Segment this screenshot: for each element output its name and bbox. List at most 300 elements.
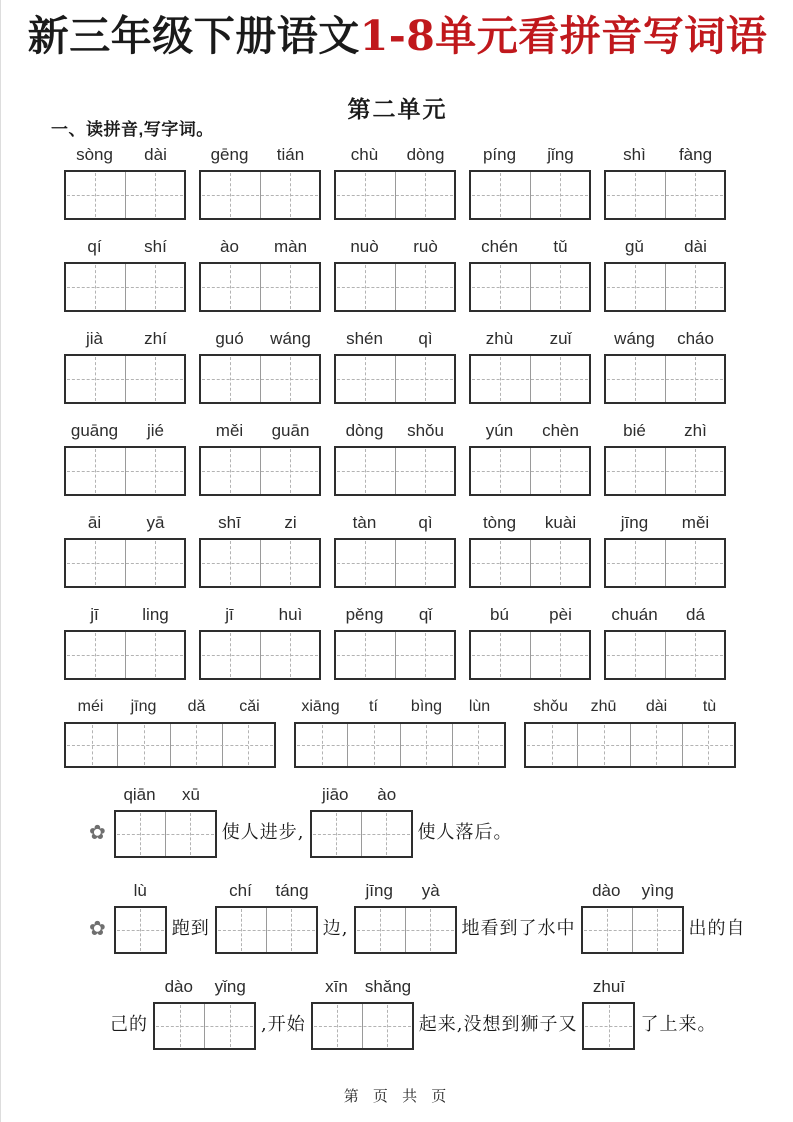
pinyin-label xyxy=(64,143,186,167)
writing-cell xyxy=(170,724,222,766)
word-group xyxy=(469,235,591,312)
pinyin-label xyxy=(469,419,591,443)
pinyin-syllable: shén xyxy=(346,329,383,349)
pinyin-syllable: qì xyxy=(418,513,433,533)
pinyin-syllable: jiāo xyxy=(322,785,349,805)
writing-cell xyxy=(395,356,455,402)
writing-cell xyxy=(665,172,725,218)
pinyin-label xyxy=(199,143,321,167)
word-row xyxy=(64,603,726,680)
writing-box xyxy=(64,262,186,312)
pinyin-syllable: zhū xyxy=(590,698,617,716)
section-title: 第二单元 xyxy=(347,96,448,124)
writing-box xyxy=(469,446,591,496)
pinyin-syllable: guān xyxy=(271,421,310,441)
writing-cell xyxy=(66,172,125,218)
pinyin-syllable: zhuī xyxy=(592,977,626,997)
pinyin-label xyxy=(199,235,321,259)
writing-cell xyxy=(665,632,725,678)
writing-cell xyxy=(682,724,734,766)
pinyin-label xyxy=(64,235,186,259)
writing-cell xyxy=(336,448,395,494)
writing-box xyxy=(215,906,318,954)
writing-box xyxy=(334,446,456,496)
pinyin-label xyxy=(469,235,591,259)
writing-box xyxy=(604,262,726,312)
pinyin-label xyxy=(64,327,186,351)
writing-box xyxy=(64,170,186,220)
pinyin-syllable: shǒu xyxy=(407,421,444,441)
writing-box xyxy=(604,446,726,496)
pinyin-syllable: pèi xyxy=(549,605,572,625)
writing-cell xyxy=(260,540,320,586)
writing-box xyxy=(64,722,276,768)
pinyin-label xyxy=(354,879,457,903)
pinyin-syllable: zi xyxy=(284,513,297,533)
writing-box xyxy=(354,906,457,954)
word-group xyxy=(199,603,321,680)
pinyin-syllable: cǎi xyxy=(239,698,260,716)
sentence-exercises xyxy=(1,783,793,1050)
pinyin-syllable: tù xyxy=(702,698,717,716)
pinyin-syllable: xiāng xyxy=(301,698,340,716)
pinyin-syllable: dá xyxy=(686,605,705,625)
page-title-black: 新三年级下册语文 xyxy=(27,12,360,60)
pinyin-label xyxy=(199,511,321,535)
word-group xyxy=(524,695,736,768)
word-group xyxy=(469,603,591,680)
pinyin-syllable: tàn xyxy=(352,513,377,533)
sentence-text: 地看到了水中 xyxy=(461,918,576,940)
writing-box xyxy=(199,538,321,588)
pinyin-syllable: měi xyxy=(215,421,244,441)
pinyin-syllable: dào xyxy=(164,977,193,997)
pinyin-syllable: pěng xyxy=(345,605,384,625)
writing-cell xyxy=(201,632,260,678)
word-group xyxy=(64,235,186,312)
pinyin-syllable: jià xyxy=(85,329,103,349)
word-group xyxy=(334,143,456,220)
writing-cell xyxy=(201,540,260,586)
sentence-line xyxy=(1,879,793,954)
writing-cell xyxy=(260,632,320,678)
word-group xyxy=(294,695,506,768)
writing-cell xyxy=(395,632,455,678)
instruction: 一、读拼音,写字词。 xyxy=(51,120,214,140)
writing-cell xyxy=(336,540,395,586)
sentence-text: 使人落后。 xyxy=(417,822,513,844)
flower-bullet-icon: ✿ xyxy=(89,822,106,845)
pinyin-label xyxy=(64,419,186,443)
pinyin-label xyxy=(199,327,321,351)
writing-cell xyxy=(125,632,185,678)
pinyin-label xyxy=(334,419,456,443)
writing-cell xyxy=(395,540,455,586)
writing-cell xyxy=(395,264,455,310)
word-group xyxy=(334,511,456,588)
writing-cell xyxy=(260,356,320,402)
writing-cell xyxy=(471,356,530,402)
pinyin-syllable: ruò xyxy=(413,237,438,257)
writing-cell xyxy=(266,908,316,952)
pinyin-syllable: táng xyxy=(275,881,309,901)
writing-box xyxy=(199,262,321,312)
writing-box xyxy=(604,354,726,404)
writing-cell xyxy=(116,812,165,856)
sentence-text: 边, xyxy=(322,918,349,940)
pinyin-syllable: jīng xyxy=(130,698,157,716)
sentence-word-group xyxy=(311,975,414,1050)
word-group xyxy=(604,235,726,312)
pinyin-label xyxy=(311,975,414,999)
pinyin-syllable: qí xyxy=(87,237,102,257)
pinyin-label xyxy=(524,695,736,719)
writing-box xyxy=(469,170,591,220)
pinyin-label xyxy=(604,511,726,535)
pinyin-syllable: zhù xyxy=(485,329,514,349)
writing-cell xyxy=(125,264,185,310)
writing-cell xyxy=(116,908,165,952)
pinyin-syllable: tián xyxy=(276,145,305,165)
pinyin-label xyxy=(114,783,217,807)
pinyin-syllable: fàng xyxy=(678,145,713,165)
pinyin-syllable: jī xyxy=(225,605,234,625)
pinyin-label xyxy=(469,143,591,167)
writing-cell xyxy=(336,172,395,218)
writing-box xyxy=(604,170,726,220)
pinyin-syllable: lù xyxy=(133,881,147,901)
writing-cell xyxy=(66,724,117,766)
pinyin-syllable: gǔ xyxy=(625,237,644,257)
writing-box xyxy=(524,722,736,768)
pinyin-syllable: píng xyxy=(482,145,517,165)
word-group xyxy=(64,143,186,220)
sentence-word-group xyxy=(581,879,684,954)
writing-box xyxy=(334,538,456,588)
sentence-word-group xyxy=(215,879,318,954)
pinyin-syllable: nuò xyxy=(350,237,379,257)
writing-cell xyxy=(125,540,185,586)
writing-cell xyxy=(201,172,260,218)
writing-cell xyxy=(201,356,260,402)
pinyin-syllable: gēng xyxy=(210,145,249,165)
writing-box xyxy=(604,538,726,588)
word-group xyxy=(334,327,456,404)
writing-box xyxy=(334,262,456,312)
pinyin-syllable: bú xyxy=(490,605,509,625)
writing-box xyxy=(581,906,684,954)
pinyin-label xyxy=(334,327,456,351)
word-group xyxy=(604,419,726,496)
sentence-word-group xyxy=(153,975,256,1050)
pinyin-syllable: zhì xyxy=(684,421,707,441)
pinyin-syllable: dǎ xyxy=(187,698,206,716)
writing-box xyxy=(469,262,591,312)
pinyin-syllable: shī xyxy=(218,513,241,533)
writing-box xyxy=(153,1002,256,1050)
pinyin-syllable: ào xyxy=(377,785,397,805)
sentence-text: ,开始 xyxy=(261,1014,306,1036)
writing-cell xyxy=(606,172,665,218)
pinyin-syllable: yún xyxy=(485,421,514,441)
word-row xyxy=(64,695,736,768)
pinyin-syllable: wáng xyxy=(270,329,311,349)
pinyin-label xyxy=(334,143,456,167)
writing-cell xyxy=(125,356,185,402)
writing-cell xyxy=(66,540,125,586)
pinyin-syllable: méi xyxy=(77,698,104,716)
word-row xyxy=(64,143,726,220)
writing-cell xyxy=(606,448,665,494)
writing-cell xyxy=(606,356,665,402)
sentence-text: 起来,没想到狮子又 xyxy=(418,1014,578,1036)
pinyin-syllable: zhí xyxy=(144,329,167,349)
writing-cell xyxy=(155,1004,204,1048)
pinyin-syllable: yìng xyxy=(641,881,674,901)
sentence-line xyxy=(1,975,793,1050)
writing-cell xyxy=(471,540,530,586)
pinyin-label xyxy=(199,603,321,627)
pinyin-syllable: chèn xyxy=(542,421,579,441)
pinyin-syllable: guāng xyxy=(70,421,119,441)
writing-box xyxy=(334,170,456,220)
pinyin-label xyxy=(604,603,726,627)
pinyin-label xyxy=(604,143,726,167)
pinyin-syllable: yā xyxy=(146,513,165,533)
writing-box xyxy=(114,810,217,858)
pinyin-syllable: jīng xyxy=(365,881,393,901)
word-group xyxy=(334,235,456,312)
writing-cell xyxy=(530,172,590,218)
sentence-word-group xyxy=(354,879,457,954)
pinyin-syllable: chuán xyxy=(611,605,658,625)
writing-cell xyxy=(584,1004,633,1048)
pinyin-syllable: dòng xyxy=(345,421,384,441)
writing-cell xyxy=(66,632,125,678)
writing-box xyxy=(199,354,321,404)
section-row xyxy=(1,91,793,141)
writing-cell xyxy=(201,448,260,494)
pinyin-syllable: dài xyxy=(144,145,167,165)
word-group xyxy=(199,419,321,496)
pinyin-syllable: qǐ xyxy=(418,605,433,625)
pinyin-syllable: wáng xyxy=(614,329,655,349)
pinyin-label xyxy=(469,327,591,351)
pinyin-label xyxy=(199,419,321,443)
pinyin-label xyxy=(294,695,506,719)
word-group xyxy=(199,327,321,404)
pinyin-syllable: yǐng xyxy=(214,977,246,997)
word-row xyxy=(64,511,726,588)
pinyin-syllable: zuǐ xyxy=(549,329,572,349)
writing-cell xyxy=(260,264,320,310)
writing-cell xyxy=(312,812,361,856)
sentence-text: 跑到 xyxy=(171,918,210,940)
writing-box xyxy=(582,1002,635,1050)
writing-cell xyxy=(395,448,455,494)
writing-cell xyxy=(471,172,530,218)
pinyin-label xyxy=(114,879,167,903)
writing-box xyxy=(311,1002,414,1050)
writing-cell xyxy=(66,356,125,402)
word-group xyxy=(604,511,726,588)
writing-cell xyxy=(606,632,665,678)
pinyin-syllable: shí xyxy=(144,237,167,257)
word-group xyxy=(64,603,186,680)
writing-box xyxy=(199,446,321,496)
pinyin-label xyxy=(64,603,186,627)
pinyin-syllable: qì xyxy=(418,329,433,349)
word-group xyxy=(604,327,726,404)
writing-cell xyxy=(530,448,590,494)
writing-box xyxy=(294,722,506,768)
pinyin-syllable: xū xyxy=(182,785,200,805)
pinyin-syllable: shì xyxy=(623,145,646,165)
writing-cell xyxy=(395,172,455,218)
pinyin-label xyxy=(469,511,591,535)
writing-cell xyxy=(471,448,530,494)
writing-cell xyxy=(125,448,185,494)
pinyin-syllable: ào xyxy=(220,237,239,257)
word-group xyxy=(199,235,321,312)
pinyin-syllable: dào xyxy=(592,881,621,901)
word-group xyxy=(199,511,321,588)
writing-cell xyxy=(526,724,577,766)
pinyin-label xyxy=(469,603,591,627)
pinyin-label xyxy=(310,783,413,807)
word-group xyxy=(334,603,456,680)
word-group xyxy=(334,419,456,496)
word-group xyxy=(64,419,186,496)
pinyin-syllable: ling xyxy=(142,605,169,625)
writing-cell xyxy=(313,1004,362,1048)
writing-cell xyxy=(471,632,530,678)
pinyin-syllable: jǐng xyxy=(547,145,574,165)
sentence-word-group xyxy=(310,783,413,858)
writing-box xyxy=(469,538,591,588)
writing-cell xyxy=(665,540,725,586)
writing-cell xyxy=(260,448,320,494)
writing-cell xyxy=(530,632,590,678)
pinyin-label xyxy=(582,975,635,999)
pinyin-label xyxy=(64,695,276,719)
writing-box xyxy=(310,810,413,858)
writing-cell xyxy=(400,724,452,766)
pinyin-syllable: chí xyxy=(229,881,252,901)
pinyin-syllable: cháo xyxy=(677,329,714,349)
pinyin-syllable: xīn xyxy=(325,977,348,997)
writing-cell xyxy=(201,264,260,310)
word-group xyxy=(64,695,276,768)
sentence-text: 使人进步, xyxy=(221,822,305,844)
writing-cell xyxy=(362,1004,412,1048)
pinyin-syllable: jī xyxy=(90,605,99,625)
writing-cell xyxy=(606,264,665,310)
writing-box xyxy=(199,630,321,680)
writing-cell xyxy=(347,724,399,766)
pinyin-syllable: màn xyxy=(273,237,308,257)
word-group xyxy=(604,603,726,680)
page-title xyxy=(1,0,793,63)
pinyin-syllable: jié xyxy=(146,421,164,441)
sentence-word-group xyxy=(114,879,167,954)
writing-cell xyxy=(222,724,274,766)
writing-cell xyxy=(296,724,347,766)
word-group xyxy=(64,327,186,404)
pinyin-syllable: guó xyxy=(215,329,244,349)
pinyin-label xyxy=(153,975,256,999)
sentence-text: 出的自 xyxy=(688,918,746,940)
word-group xyxy=(199,143,321,220)
writing-cell xyxy=(530,540,590,586)
writing-cell xyxy=(336,632,395,678)
pinyin-syllable: dài xyxy=(645,698,668,716)
writing-cell xyxy=(260,172,320,218)
pinyin-label xyxy=(604,419,726,443)
writing-cell xyxy=(66,264,125,310)
writing-cell xyxy=(606,540,665,586)
word-group xyxy=(469,327,591,404)
page-title-red: 1-8单元看拼音写词语 xyxy=(359,12,768,60)
pinyin-syllable: dài xyxy=(684,237,707,257)
writing-cell xyxy=(405,908,455,952)
writing-box xyxy=(64,354,186,404)
writing-box xyxy=(199,170,321,220)
pinyin-syllable: sòng xyxy=(76,145,113,165)
pinyin-syllable: kuài xyxy=(544,513,577,533)
writing-cell xyxy=(117,724,169,766)
page-footer: 第 页 共 页 xyxy=(343,1088,452,1105)
pinyin-syllable: chén xyxy=(481,237,518,257)
writing-box xyxy=(334,354,456,404)
writing-cell xyxy=(452,724,504,766)
writing-cell xyxy=(204,1004,254,1048)
pinyin-syllable: měi xyxy=(681,513,710,533)
writing-cell xyxy=(361,812,411,856)
flower-bullet-icon: ✿ xyxy=(89,918,106,941)
pinyin-syllable: yà xyxy=(421,881,440,901)
pinyin-syllable: āi xyxy=(87,513,102,533)
writing-cell xyxy=(665,356,725,402)
writing-box xyxy=(469,630,591,680)
writing-box xyxy=(64,538,186,588)
pinyin-syllable: qiān xyxy=(123,785,156,805)
writing-box xyxy=(604,630,726,680)
pinyin-label xyxy=(64,511,186,535)
word-row xyxy=(64,419,726,496)
writing-cell xyxy=(356,908,405,952)
writing-box xyxy=(469,354,591,404)
writing-cell xyxy=(530,356,590,402)
writing-cell xyxy=(665,448,725,494)
writing-cell xyxy=(217,908,266,952)
writing-cell xyxy=(530,264,590,310)
pinyin-label xyxy=(334,603,456,627)
writing-cell xyxy=(583,908,632,952)
writing-cell xyxy=(632,908,682,952)
pinyin-label xyxy=(215,879,318,903)
pinyin-label xyxy=(604,235,726,259)
pinyin-syllable: shǎng xyxy=(364,977,412,997)
writing-cell xyxy=(471,264,530,310)
writing-box xyxy=(64,446,186,496)
writing-cell xyxy=(336,264,395,310)
pinyin-syllable: jīng xyxy=(620,513,649,533)
word-group xyxy=(469,419,591,496)
word-row xyxy=(64,235,726,312)
writing-cell xyxy=(66,448,125,494)
sentence-word-group xyxy=(114,783,217,858)
